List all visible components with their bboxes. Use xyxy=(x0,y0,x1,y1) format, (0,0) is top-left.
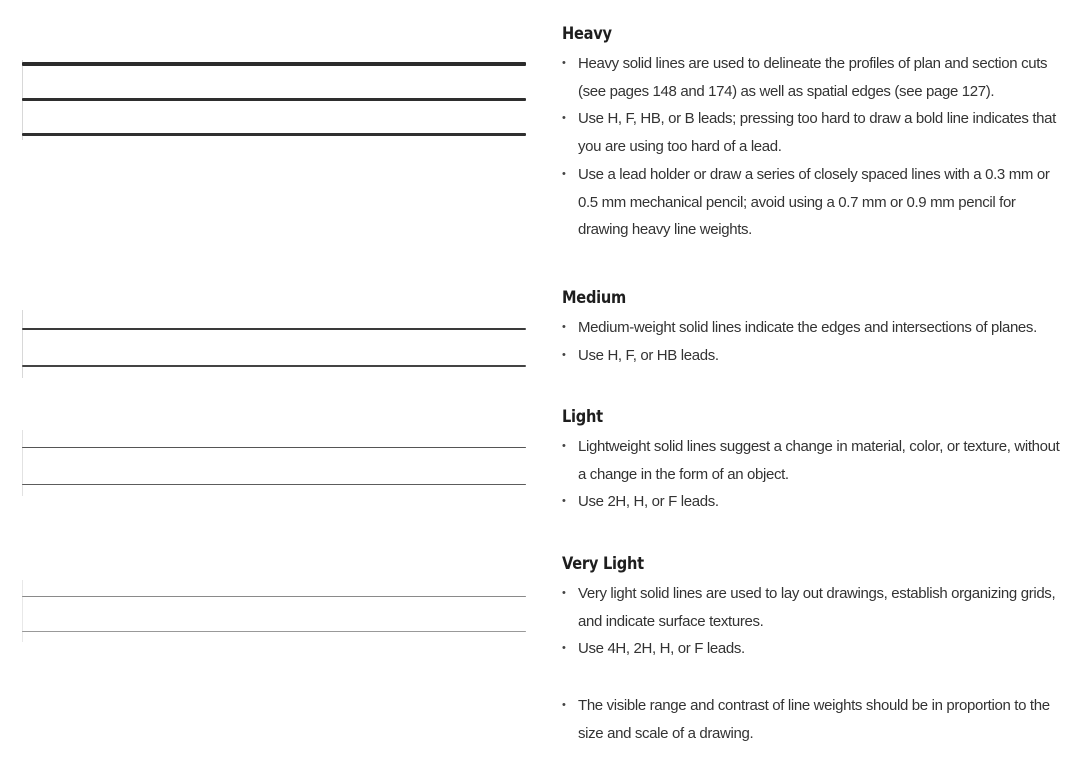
list-item: • Lightweight solid lines suggest a change in material, color, or texture, without a change in the form of an object. xyxy=(562,433,1062,488)
heavy-heading: Heavy xyxy=(562,24,612,44)
light-bullets xyxy=(562,433,1062,516)
medium-section xyxy=(562,288,1062,369)
medium-bullets xyxy=(562,314,1062,369)
heavy-section xyxy=(562,24,1062,244)
medium-sample-line xyxy=(22,328,526,330)
list-item: • Use 2H, H, or F leads. xyxy=(562,488,1062,516)
medium-heading: Medium xyxy=(562,288,627,308)
very-light-sample-edge xyxy=(22,580,23,642)
medium-sample-edge xyxy=(22,310,23,378)
list-item: • Very light solid lines are used to lay out drawings, establish organizing grids, and indicate surface textures. xyxy=(562,580,1062,635)
list-item: • Use a lead holder or draw a series of closely spaced lines with a 0.3 mm or 0.5 mm mechanical pencil; avoid using a 0.7 mm or 0.9 mm pencil for drawing heavy line weights. xyxy=(562,161,1062,244)
proportion-note xyxy=(562,692,1062,747)
list-item: • The visible range and contrast of line weights should be in proportion to the size and scale of a drawing. xyxy=(562,692,1062,747)
medium-sample-line xyxy=(22,365,526,367)
heavy-bullets xyxy=(562,50,1062,244)
light-sample-edge xyxy=(22,430,23,496)
note-bullets xyxy=(562,692,1062,747)
very-light-bullets xyxy=(562,580,1062,663)
list-item: • Use 4H, 2H, H, or F leads. xyxy=(562,635,1062,663)
very-light-section xyxy=(562,554,1062,663)
light-heading: Light xyxy=(562,407,603,427)
list-item: • Use H, F, or HB leads. xyxy=(562,342,1062,370)
heavy-sample-line xyxy=(22,62,526,66)
list-item: • Use H, F, HB, or B leads; pressing too hard to draw a bold line indicates that you are using too hard of a lead. xyxy=(562,105,1062,160)
light-section xyxy=(562,407,1062,516)
heavy-sample-line xyxy=(22,133,526,136)
list-item: • Medium-weight solid lines indicate the edges and intersections of planes. xyxy=(562,314,1062,342)
list-item: • Heavy solid lines are used to delineate the profiles of plan and section cuts (see pages 148 and 174) as well as spatial edges (see page 127). xyxy=(562,50,1062,105)
heavy-sample-line xyxy=(22,98,526,101)
very-light-sample-line xyxy=(22,596,526,597)
light-sample-line xyxy=(22,447,526,448)
light-sample-line xyxy=(22,484,526,485)
very-light-sample-line xyxy=(22,631,526,632)
very-light-heading: Very Light xyxy=(562,554,644,574)
